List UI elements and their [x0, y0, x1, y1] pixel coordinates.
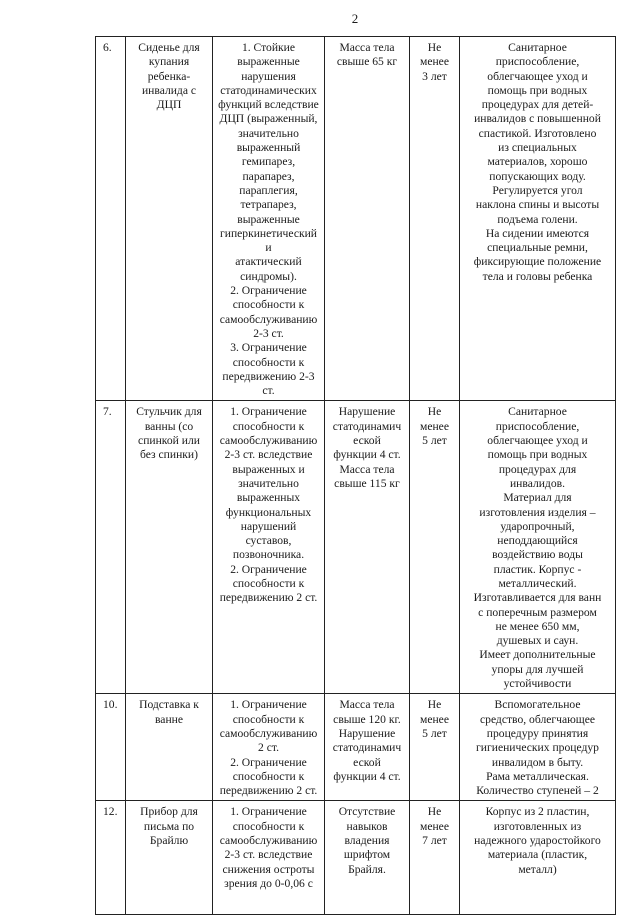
device-description: Санитарное приспособление, облегчающее уход и помощь при водных процедурах для инвалидов. Материал для изготовления изделия – ударопрочный, неподдающийся воздействию воды пластик. Корпус - металлический. Изготавливается для ванн с поперечным размером не менее 650 мм, душевых и саун. Имеет дополнительные упоры для лучшей устойчивости	[460, 401, 616, 694]
table-row	[96, 801, 616, 915]
row-number: 7.	[96, 401, 126, 694]
usage-term: Не менее 7 лет	[410, 801, 460, 915]
medical-indications: 1. Стойкие выраженные нарушения статодинамических функций вследствие ДЦП (выраженный, значительно выраженный гемипарез, парапарез, параплегия, тетрапарез, выраженные гиперкинетический и атактический синдромы). 2. Ограничение способности к самообслуживанию 2-3 ст. 3. Ограничение способности к передвижению 2-3 ст.	[213, 37, 325, 401]
device-description: Санитарное приспособление, облегчающее уход и помощь при водных процедурах для детей- инвалидов с повышенной спастикой. Изготовлено из специальных материалов, хорошо попускающих воду. Регулируется угол наклона спины и высоты подъема голени. На сидении имеются специальные ремни, фиксирующие положение тела и головы ребенка	[460, 37, 616, 401]
medical-indications: 1. Ограничение способности к самообслуживанию 2 ст. 2. Ограничение способности к передвижению 2 ст.	[213, 694, 325, 801]
page-number: 2	[351, 11, 359, 26]
device-name: Сиденье для купания ребенка- инвалида с ДЦП	[126, 37, 213, 401]
device-description: Корпус из 2 пластин, изготовленных из надежного ударостойкого материала (пластик, металл)	[460, 801, 616, 915]
device-name: Стульчик для ванны (со спинкой или без спинки)	[126, 401, 213, 694]
table-row	[96, 37, 616, 401]
usage-term: Не менее 3 лет	[410, 37, 460, 401]
device-name: Подставка к ванне	[126, 694, 213, 801]
row-number: 6.	[96, 37, 126, 401]
usage-term: Не менее 5 лет	[410, 694, 460, 801]
additional-criteria: Нарушение статодинамич еской функции 4 ст. Масса тела свыше 115 кг	[325, 401, 410, 694]
row-number: 12.	[96, 801, 126, 915]
medical-indications: 1. Ограничение способности к самообслуживанию 2-3 ст. вследствие выраженных и значительно выраженных функциональных нарушений суставов, позвоночника. 2. Ограничение способности к передвижению 2 ст.	[213, 401, 325, 694]
medical-indications: 1. Ограничение способности к самообслуживанию 2-3 ст. вследствие снижения остроты зрения до 0-0,06 с	[213, 801, 325, 915]
additional-criteria: Масса тела свыше 65 кг	[325, 37, 410, 401]
row-number: 10.	[96, 694, 126, 801]
device-description: Вспомогательное средство, облегчающее процедуру принятия гигиенических процедур инвалидом в быту. Рама металлическая. Количество ступеней – 2	[460, 694, 616, 801]
additional-criteria: Масса тела свыше 120 кг. Нарушение статодинамич еской функции 4 ст.	[325, 694, 410, 801]
table-row	[96, 694, 616, 801]
devices-table	[95, 36, 616, 915]
device-name: Прибор для письма по Брайлю	[126, 801, 213, 915]
usage-term: Не менее 5 лет	[410, 401, 460, 694]
additional-criteria: Отсутствие навыков владения шрифтом Брайля.	[325, 801, 410, 915]
table-row	[96, 401, 616, 694]
